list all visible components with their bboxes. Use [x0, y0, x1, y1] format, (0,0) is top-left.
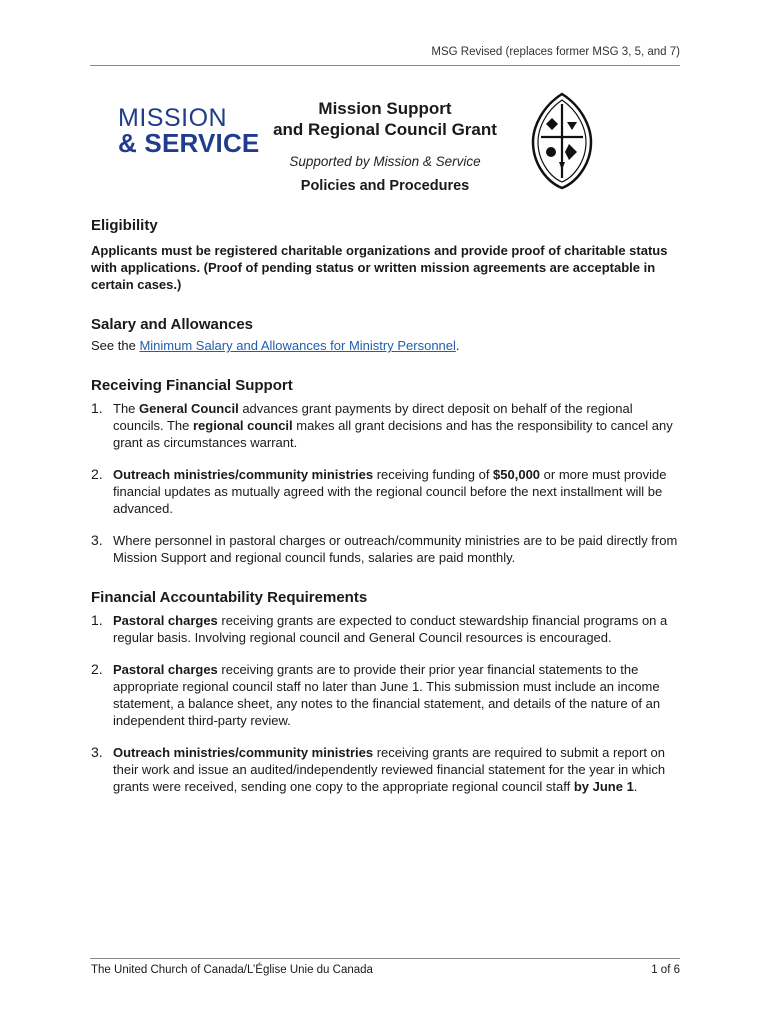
doc-title-line-2: and Regional Council Grant — [273, 120, 497, 139]
eligibility-text: Applicants must be registered charitable organizations and provide proof of charitable status with applications. (Proof of pending status or written mission agreements are acceptable in certain cases.) — [91, 243, 668, 292]
item-text: or more must provide financial updates as mutually agreed with the regional council before the next installment will be advanced. — [113, 467, 667, 516]
item-number: 3. — [91, 744, 103, 760]
item-text: The — [113, 401, 140, 416]
header-note: MSG Revised (replaces former MSG 3, 5, and 7) — [431, 46, 680, 58]
item-text: receiving grants are to provide their prior year financial statements to the appropriate regional council staff no later than June 1. This submission must include an income statement, a balance sheet, any notes to the financial statement, and details of the nature of an independent third-party review. — [113, 662, 661, 728]
item-bold: $50,000 — [493, 467, 541, 482]
salary-text — [91, 337, 680, 354]
page-number: 1 of 6 — [651, 964, 680, 976]
accountability-heading: Financial Accountability Requirements — [91, 589, 368, 606]
salary-guide-link[interactable]: Minimum Salary and Allowances for Ministry Personnel — [139, 338, 456, 353]
list-item — [91, 744, 680, 795]
logo-line-2: & SERVICE — [118, 128, 260, 158]
item-number: 3. — [91, 532, 103, 548]
receiving-list — [91, 400, 680, 566]
document-body — [91, 216, 680, 795]
item-bold: by June 1 — [573, 779, 634, 794]
item-number: 1. — [91, 400, 103, 416]
title-block — [260, 98, 510, 194]
eligibility-section — [91, 216, 680, 293]
receiving-heading: Receiving Financial Support — [91, 377, 293, 394]
item-bold: Outreach ministries/community ministries — [113, 745, 374, 760]
item-bold: Pastoral charges — [113, 613, 218, 628]
footer-organization: The United Church of Canada/L’Église Unie du Canada — [91, 964, 373, 976]
list-item — [91, 612, 680, 646]
list-item — [91, 400, 680, 451]
item-bold: General Council — [139, 401, 239, 416]
item-bold: regional council — [192, 418, 293, 433]
salary-suffix: . — [455, 338, 460, 353]
item-text: Where personnel in pastoral charges or outreach/community ministries are to be paid directly from Mission Support and regional council funds, salaries are paid monthly. — [113, 533, 678, 565]
item-number: 2. — [91, 661, 103, 677]
mission-service-logo — [118, 106, 259, 156]
item-number: 2. — [91, 466, 103, 482]
item-text: receiving funding of — [373, 467, 494, 482]
accountability-section — [91, 588, 680, 795]
header-divider — [90, 65, 680, 66]
item-bold: Outreach ministries/community ministries — [113, 467, 374, 482]
salary-heading: Salary and Allowances — [91, 316, 254, 333]
salary-section — [91, 315, 680, 354]
item-text: makes all grant decisions and has the responsibility to cancel any grant as circumstances warrant. — [113, 418, 673, 450]
item-text: receiving grants are expected to conduct stewardship financial programs on a regular basis. Involving regional council and General Council resources is encouraged. — [113, 613, 668, 645]
united-church-crest-icon — [531, 92, 593, 190]
salary-prefix: See the — [91, 338, 140, 353]
doc-section-title: Policies and Procedures — [300, 178, 470, 194]
list-item — [91, 532, 680, 566]
accountability-list — [91, 612, 680, 795]
logo-line-1: MISSION — [118, 104, 228, 132]
receiving-section — [91, 376, 680, 566]
doc-title-line-1: Mission Support — [318, 99, 452, 118]
item-text: receiving grants are required to submit a report on their work and issue an audited/independently reviewed financial statement for the year in which grants were received, sending one copy to the appropriate regional council staff — [113, 745, 666, 794]
item-number: 1. — [91, 612, 103, 628]
eligibility-heading: Eligibility — [91, 217, 158, 234]
item-text: advances grant payments by direct deposit on behalf of the regional councils. The — [113, 401, 633, 433]
list-item — [91, 466, 680, 517]
item-bold: Pastoral charges — [113, 662, 218, 677]
list-item — [91, 661, 680, 729]
doc-subtitle: Supported by Mission & Service — [289, 154, 481, 169]
footer-divider — [90, 958, 680, 959]
item-text: . — [633, 779, 638, 794]
